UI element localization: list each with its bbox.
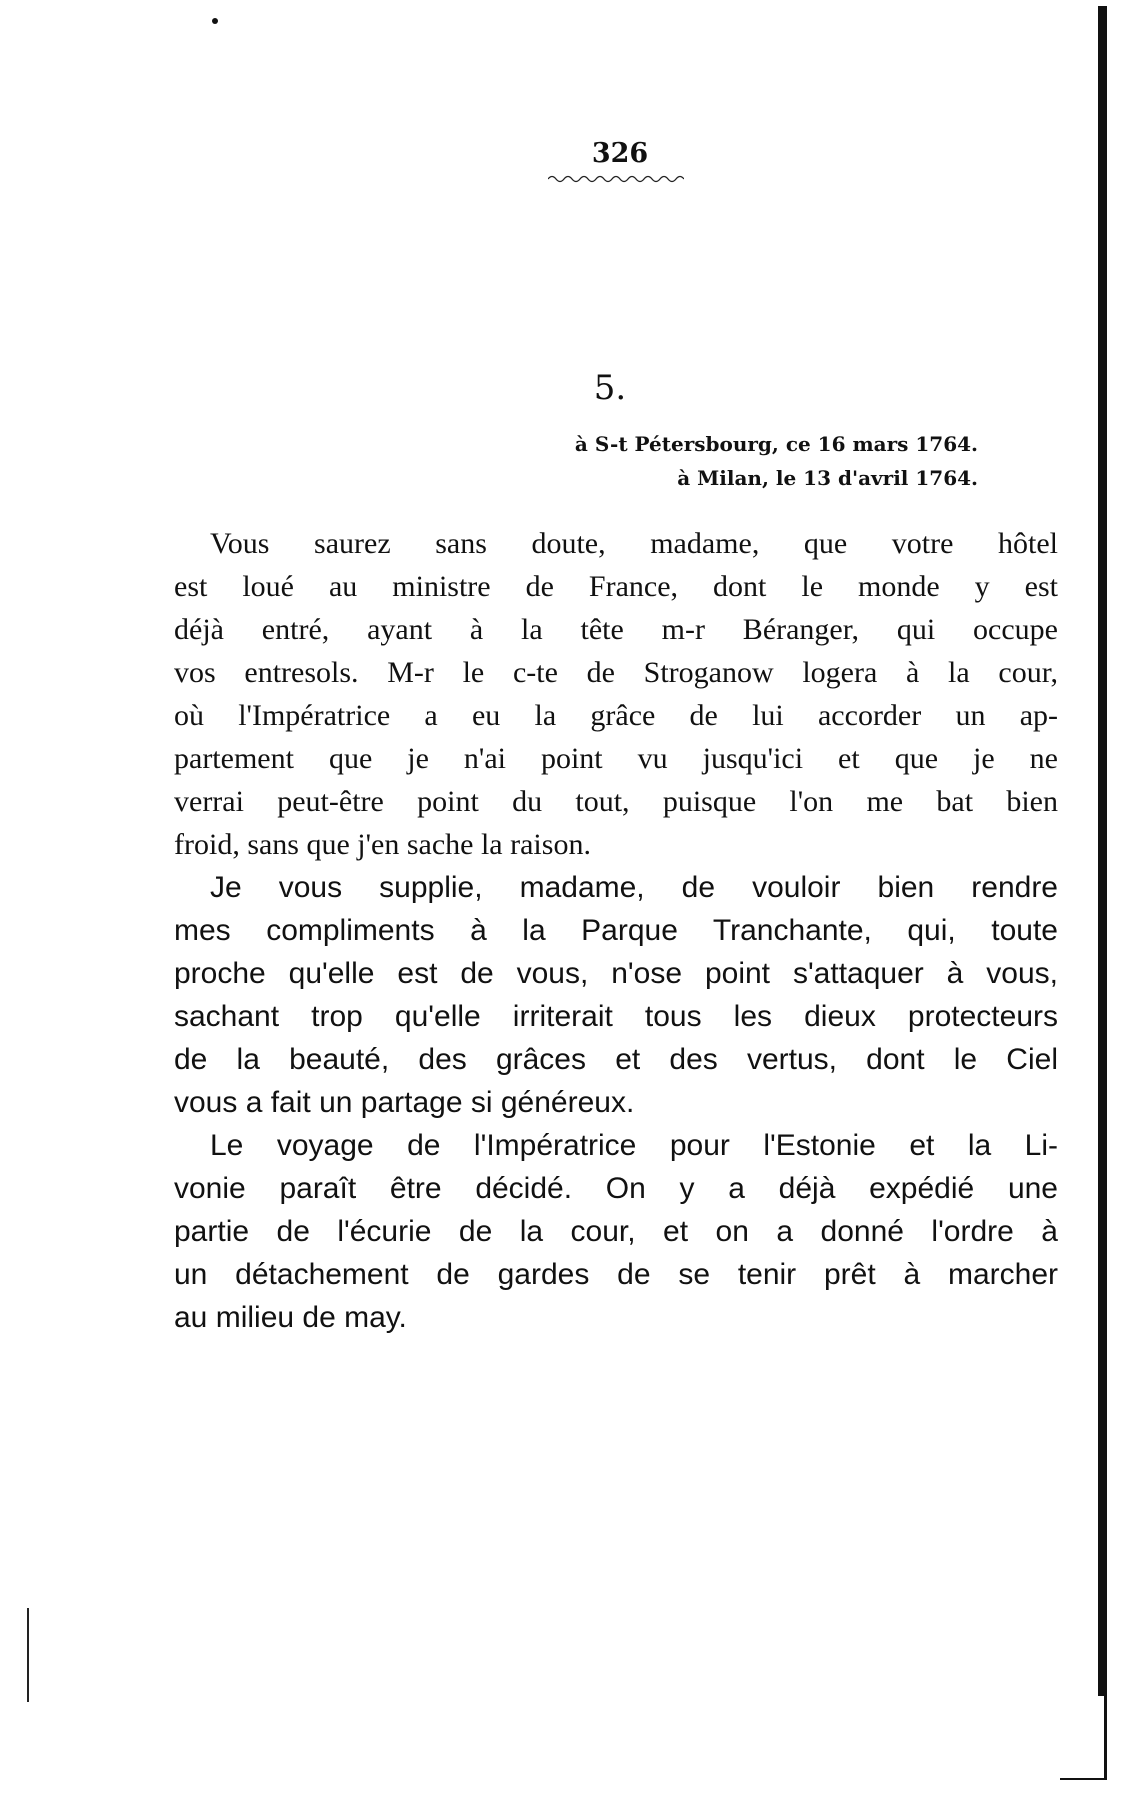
text-line: partie de l'écurie de la cour, et on a donné l'ordre à — [174, 1215, 1058, 1248]
ink-speck — [212, 18, 218, 24]
paragraph-2 — [174, 866, 1058, 1124]
paragraph-3 — [174, 1124, 1058, 1339]
text-line: où l'Impératrice a eu la grâce de lui accorder un ap- — [174, 699, 1058, 732]
text-line: Le voyage de l'Impératrice pour l'Estonie et la Li- — [210, 1129, 1058, 1162]
page-edge-rule-thin — [1104, 1696, 1107, 1778]
wavy-rule-ornament — [548, 174, 684, 184]
dateline-origin: à S-t Pétersbourg, ce 16 mars 1764. — [574, 432, 978, 456]
text-line: Vous saurez sans doute, madame, que votre hôtel — [210, 527, 1058, 560]
text-line: proche qu'elle est de vous, n'ose point s'attaquer à vous, — [174, 957, 1058, 990]
text-line: partement que je n'ai point vu jusqu'ici et que je ne — [174, 742, 1058, 775]
paragraph-1 — [174, 522, 1058, 866]
letter-number: 5. — [593, 368, 627, 408]
dateline-destination: à Milan, le 13 d'avril 1764. — [677, 466, 978, 490]
letter-body — [174, 522, 1058, 1339]
text-line: vos entresols. M-r le c-te de Stroganow logera à la cour, — [174, 656, 1058, 689]
text-line: vonie paraît être décidé. On y a déjà expédié une — [174, 1172, 1058, 1205]
text-line: de la beauté, des grâces et des vertus, dont le Ciel — [174, 1043, 1058, 1076]
text-line: mes compliments à la Parque Tranchante, qui, toute — [174, 914, 1058, 947]
text-line: un détachement de gardes de se tenir prêt à marcher — [174, 1258, 1058, 1291]
page-corner-rule — [1060, 1778, 1107, 1780]
text-line: déjà entré, ayant à la tête m-r Béranger, qui occupe — [174, 613, 1058, 646]
text-line: est loué au ministre de France, dont le monde y est — [174, 570, 1058, 603]
text-line: froid, sans que j'en sache la raison. — [174, 828, 591, 861]
text-line: au milieu de may. — [174, 1301, 407, 1334]
text-line: vous a fait un partage si généreux. — [174, 1086, 635, 1119]
text-line: Je vous supplie, madame, de vouloir bien rendre — [210, 871, 1058, 904]
text-line: sachant trop qu'elle irriterait tous les dieux protecteurs — [174, 1000, 1058, 1033]
page-edge-rule — [1098, 6, 1107, 1696]
page-number: 326 — [591, 138, 649, 169]
text-line: verrai peut-être point du tout, puisque l'on me bat bien — [174, 785, 1058, 818]
margin-mark — [27, 1608, 29, 1702]
